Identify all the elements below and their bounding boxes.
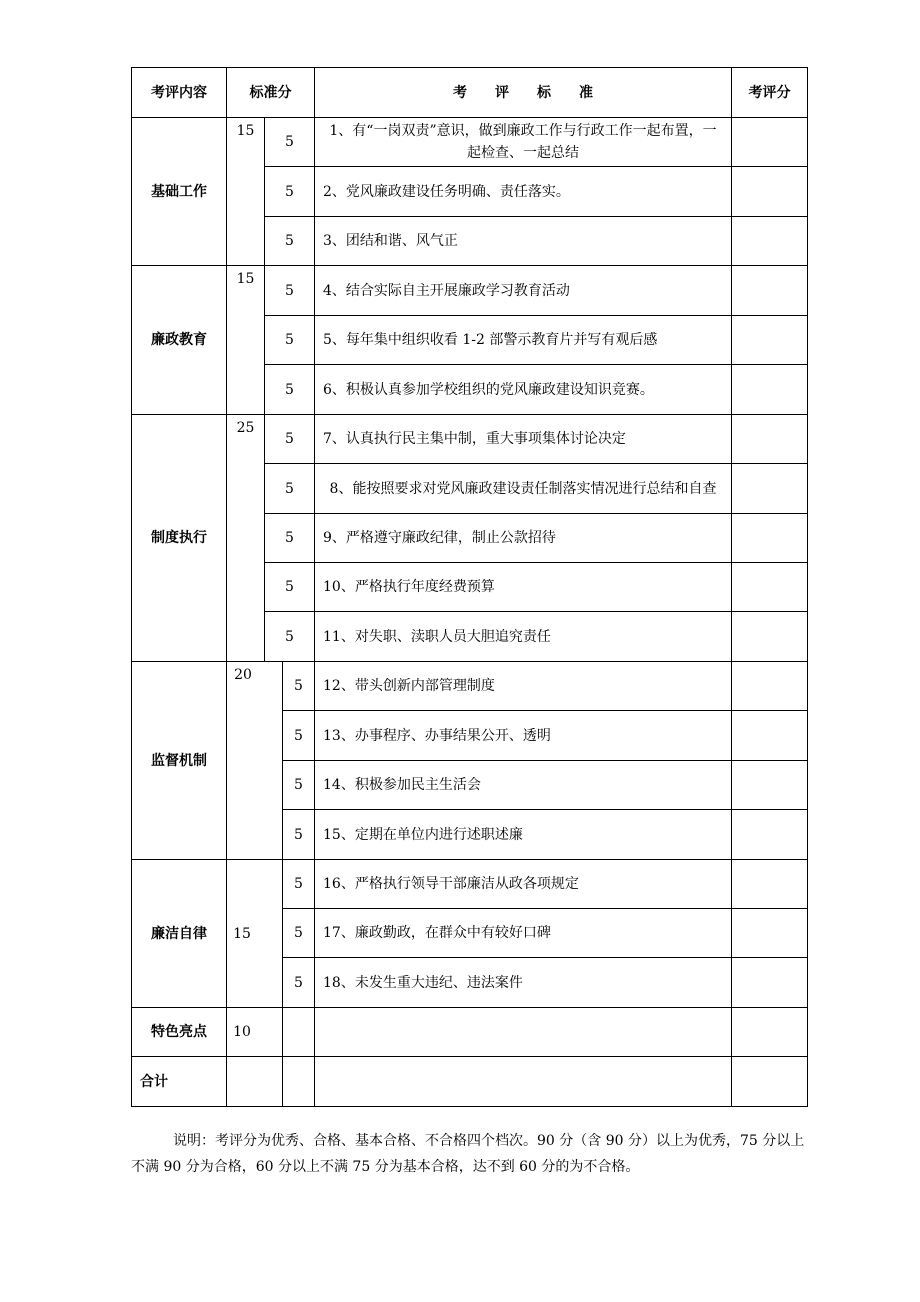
explanation-note: 说明：考评分为优秀、合格、基本合格、不合格四个档次。90 分（含 90 分）以上为优秀，75 分以上不满 90 分为合格，60 分以上不满 75 分为基本合格，达不到 60 分的为不合格。 [131, 1133, 805, 1175]
item-score: 5 [294, 777, 303, 793]
item-score: 5 [285, 480, 294, 497]
item-score: 5 [294, 678, 303, 694]
header-category: 考评内容 [151, 84, 207, 101]
header-evaluation-score: 考评分 [748, 84, 791, 101]
special-total-score: 10 [233, 1024, 251, 1040]
section-total-score: 15 [236, 271, 255, 287]
item-score: 5 [285, 183, 294, 200]
item-score: 5 [294, 826, 303, 843]
special-category-label: 特色亮点 [151, 1024, 207, 1040]
section-total-score: 15 [236, 123, 255, 139]
item-score: 5 [285, 530, 294, 546]
criteria-text: 3、团结和谐、风气正 [323, 233, 458, 249]
section-total-score: 15 [233, 925, 251, 942]
criteria-text: 16、严格执行领导干部廉洁从政各项规定 [323, 876, 579, 892]
criteria-text: 10、严格执行年度经费预算 [323, 579, 495, 595]
item-score: 5 [285, 282, 294, 299]
item-score: 5 [285, 134, 294, 150]
header-criteria: 考 评 标 准 [453, 84, 593, 101]
criteria-text: 2、党风廉政建设任务明确、责任落实。 [323, 183, 570, 200]
sum-label: 合计 [140, 1073, 168, 1090]
item-score: 5 [285, 628, 294, 645]
section-line [131, 1056, 808, 1057]
criteria-text: 6、积极认真参加学校组织的党风廉政建设知识竞赛。 [323, 381, 654, 398]
category-label: 基础工作 [151, 183, 207, 200]
item-score: 5 [285, 431, 294, 447]
criteria-text: 5、每年集中组织收看 1-2 部警示教育片并写有观后感 [323, 332, 658, 348]
item-score: 5 [294, 925, 303, 941]
section-total-score: 25 [236, 420, 255, 436]
item-score: 5 [285, 233, 294, 249]
item-score: 5 [294, 974, 303, 991]
criteria-text: 13、办事程序、办事结果公开、透明 [323, 727, 551, 744]
category-label: 廉洁自律 [151, 925, 207, 942]
table-border-bottom [131, 1106, 808, 1107]
item-score: 5 [285, 579, 294, 595]
column-line [731, 67, 732, 1107]
section-total-score: 20 [234, 667, 252, 683]
criteria-text: 11、对失职、渎职人员大胆追究责任 [323, 628, 551, 645]
criteria-text: 18、未发生重大违纪、违法案件 [323, 974, 523, 991]
category-label: 监督机制 [151, 752, 207, 769]
criteria-text: 4、结合实际自主开展廉政学习教育活动 [323, 282, 570, 299]
criteria-text: 15、定期在单位内进行述职述廉 [323, 826, 523, 843]
item-score: 5 [285, 381, 294, 398]
item-score: 5 [294, 727, 303, 744]
criteria-text: 14、积极参加民主生活会 [323, 777, 481, 793]
category-label: 廉政教育 [151, 332, 207, 348]
criteria-text: 9、严格遵守廉政纪律，制止公款招待 [323, 530, 556, 546]
criteria-text: 12、带头创新内部管理制度 [323, 678, 495, 694]
header-standard-score: 标准分 [249, 84, 292, 101]
criteria-text: 17、廉政勤政，在群众中有较好口碑 [323, 925, 551, 941]
criteria-text: 8、能按照要求对党风廉政建设责任制落实情况进行总结和自查 [329, 480, 717, 497]
item-score: 5 [294, 876, 303, 892]
criteria-text: 7、认真执行民主集中制，重大事项集体讨论决定 [323, 431, 626, 447]
table-border-right [807, 67, 808, 1107]
criteria-text: 1、有“一岗双责”意识，做到廉政工作与行政工作一起布置，一起检查、一起总结 [329, 123, 717, 161]
sub-score-line [282, 1007, 283, 1106]
category-label: 制度执行 [151, 530, 207, 546]
item-score: 5 [285, 332, 294, 348]
